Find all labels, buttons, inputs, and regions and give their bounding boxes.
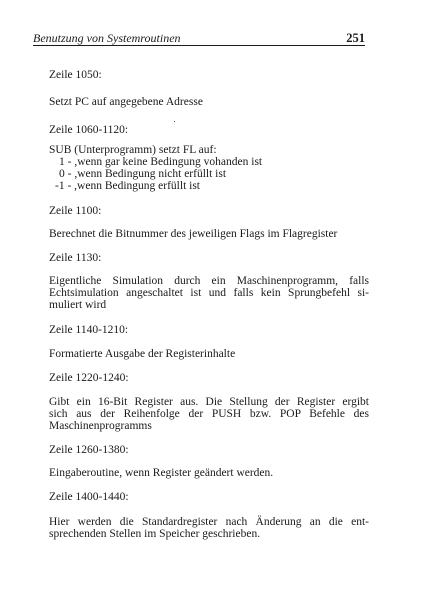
paragraph-line: Hier werden die Standardregister nach Änderung an die ent- xyxy=(49,516,369,528)
section-text-1260: Eingaberoutine, wenn Register geändert werden. xyxy=(49,467,274,479)
paragraph-line: Maschinenprogramms xyxy=(49,420,152,432)
running-head-title: Benutzung von Systemroutinen xyxy=(33,31,181,45)
section-heading-1260: Zeile 1260-1380: xyxy=(49,444,129,456)
section-text-1050: Setzt PC auf angegebene Adresse xyxy=(49,96,203,108)
section-text-1140: Formatierte Ausgabe der Registerinhalte xyxy=(49,348,236,360)
scan-speck xyxy=(174,121,175,122)
page-number: 251 xyxy=(346,31,365,45)
section-heading-1400: Zeile 1400-1440: xyxy=(49,491,129,503)
running-head xyxy=(33,31,365,51)
section-heading-1100: Zeile 1100: xyxy=(49,205,102,217)
list-item: 1 - ,wenn gar keine Bedingung vohanden ist xyxy=(59,156,263,168)
section-heading-1130: Zeile 1130: xyxy=(49,252,102,264)
list-item: -1 - ,wenn Bedingung erfüllt ist xyxy=(55,180,201,192)
paragraph-line: sich aus der Reihenfolge der PUSH bzw. POP Befehle des xyxy=(49,408,369,420)
section-heading-1140: Zeile 1140-1210: xyxy=(49,324,129,336)
header-rule xyxy=(33,45,365,46)
paragraph-line: muliert wird xyxy=(49,299,107,311)
paragraph-line: Echtsimulation angeschaltet ist und falls kein Sprungbefehl si- xyxy=(49,287,369,299)
list-item: 0 - ,wenn Bedingung nicht erfüllt ist xyxy=(59,168,227,180)
section-text-1100: Berechnet die Bitnummer des jeweiligen Flags im Flagregister xyxy=(49,228,338,240)
section-heading-1060: Zeile 1060-1120: xyxy=(49,124,129,136)
paragraph-line: sprechenden Stellen im Speicher geschrieben. xyxy=(49,528,261,540)
paragraph-line: Gibt ein 16-Bit Register aus. Die Stellung der Register ergibt xyxy=(49,396,369,408)
section-heading-1050: Zeile 1050: xyxy=(49,69,102,81)
section-intro-1060: SUB (Unterprogramm) setzt FL auf: xyxy=(49,144,217,156)
paragraph-line: Eigentliche Simulation durch ein Maschinenprogramm, falls xyxy=(49,275,369,287)
section-heading-1220: Zeile 1220-1240: xyxy=(49,372,129,384)
